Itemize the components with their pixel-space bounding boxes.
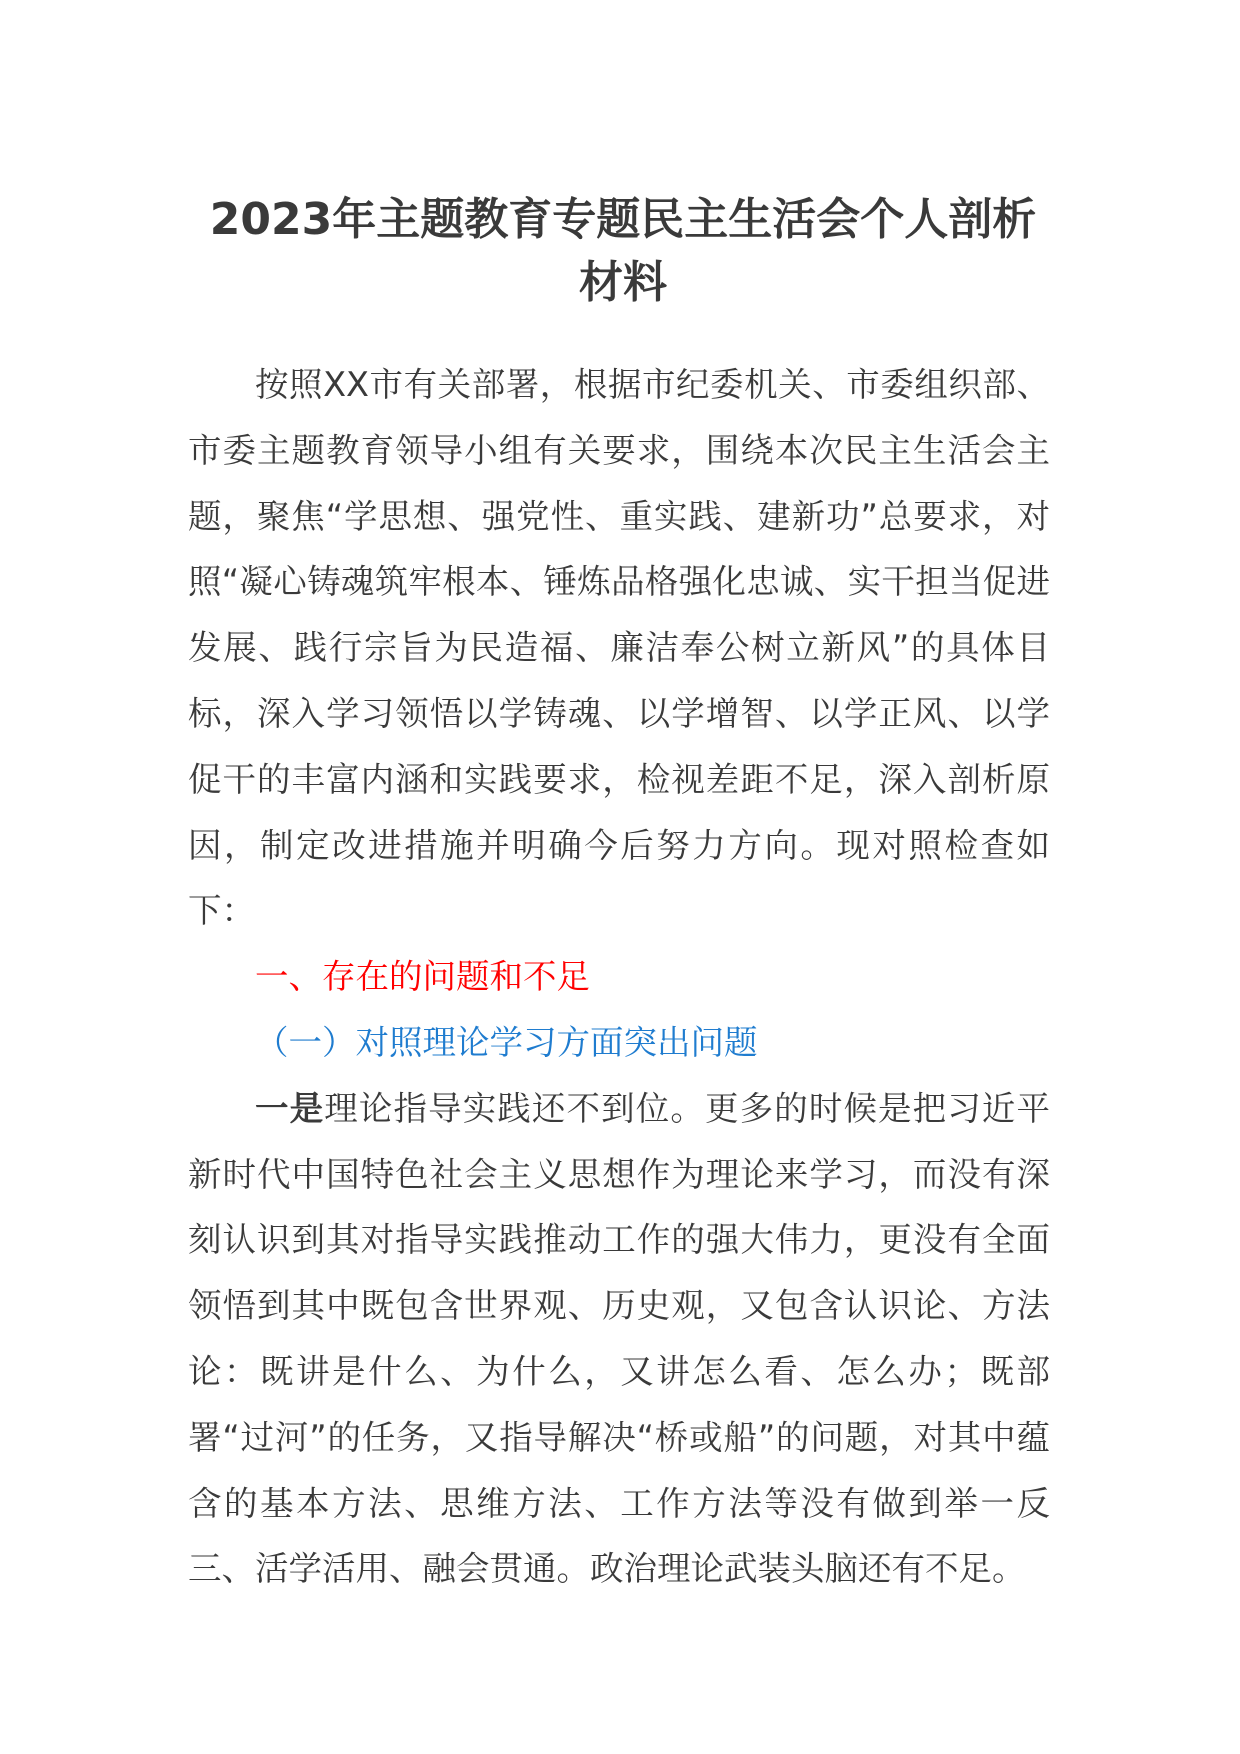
point-lead: 一是 xyxy=(255,1088,325,1128)
document-title: 2023年主题教育专题民主生活会个人剖析材料 xyxy=(209,194,1037,308)
section-heading: 一、存在的问题和不足 xyxy=(255,957,590,997)
point-paragraph xyxy=(188,1076,1050,1602)
point-text: 理论指导实践还不到位。更多的时候是把习近平新时代中国特色社会主义思想作为理论来学习，而没有深刻认识到其对指导实践推动工作的强大伟力，更没有全面领悟到其中既包含世界观、历史观，又包含认识论、方法论：既讲是什么、为什么，又讲怎么看、怎么办；既部署“过河”的任务，又指导解决“桥或船”的问题，对其中蕴含的基本方法、思维方法、工作方法等没有做到举一反三、活学活用、融会贯通。政治理论武装头脑还有不足。 xyxy=(188,1088,1051,1589)
intro-paragraph: 按照XX市有关部署，根据市纪委机关、市委组织部、市委主题教育领导小组有关要求，围绕本次民主生活会主题，聚焦“学思想、强党性、重实践、建新功”总要求，对照“凝心铸魂筑牢根本、锤炼品格强化忠诚、实干担当促进发展、践行宗旨为民造福、廉洁奉公树立新风”的具体目标，深入学习领悟以学铸魂、以学增智、以学正风、以学促干的丰富内涵和实践要求，检视差距不足，深入剖析原因，制定改进措施并明确今后努力方向。现对照检查如下： xyxy=(188,365,1050,931)
document-body xyxy=(188,352,1050,1602)
subsection-heading: （一）对照理论学习方面突出问题 xyxy=(255,1022,758,1062)
